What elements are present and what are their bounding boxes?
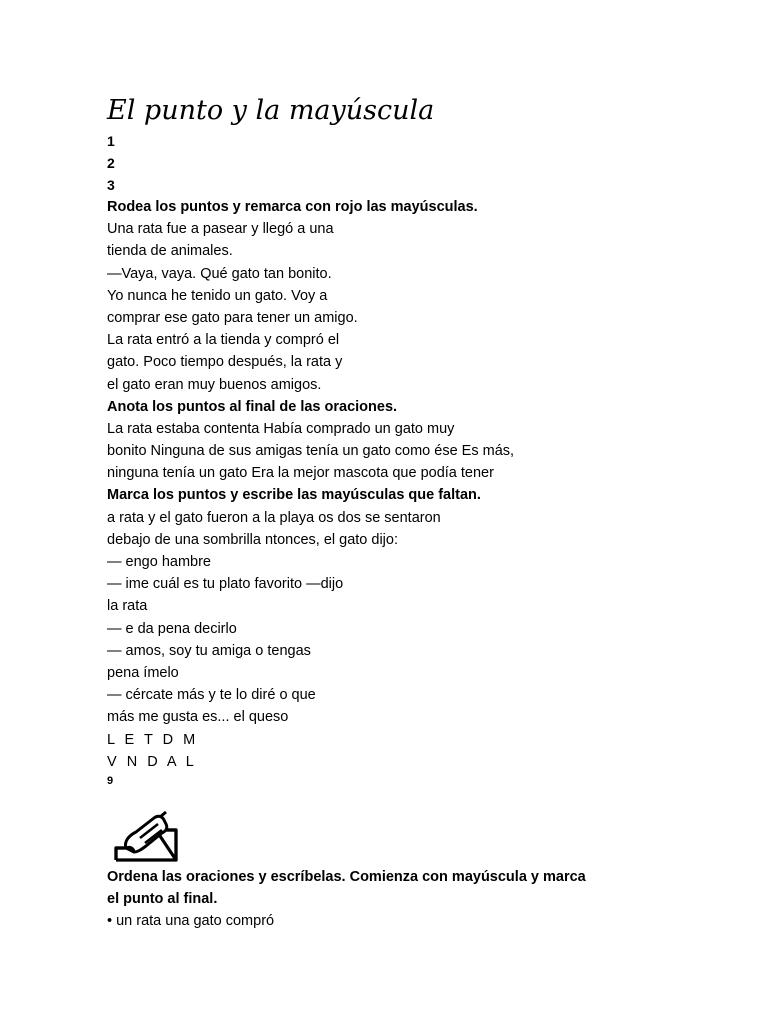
section1-line: Yo nunca he tenido un gato. Voy a [107,287,328,304]
number-3: 3 [107,177,115,193]
section3-line: más me gusta es... el queso [107,709,289,726]
section3-line: — e da pena decirlo [107,620,237,637]
section4 [107,866,727,933]
letter-row-2: V N D A L [107,753,197,770]
section1-line: —Vaya, vaya. Qué gato tan bonito. [107,265,332,282]
section1-instruction: Rodea los puntos y remarca con rojo las mayúsculas. [107,199,478,215]
section3-line: — engo hambre [107,554,211,570]
letter-row-1: L E T D M [107,731,199,748]
section3-instruction: Marca los puntos y escribe las mayúsculas que faltan. [107,487,481,504]
section3-line: — cércate más y te lo diré o que [107,687,316,704]
section3-line: debajo de una sombrilla ntonces, el gato dijo: [107,531,398,548]
section4-item: • un rata una gato compró [107,913,275,930]
page-number: 9 [107,774,114,787]
section1-line: Una rata fue a pasear y llegó a una [107,221,334,238]
section1-line: La rata entró a la tienda y compró el [107,332,340,349]
section2-line: La rata estaba contenta Había comprado un gato muy [107,420,455,437]
number-1: 1 [107,133,115,149]
section1-line: gato. Poco tiempo después, la rata y [107,354,343,371]
section3-line: pena ímelo [107,664,179,681]
section2-line: bonito Ninguna de sus amigas tenía un gato como ése Es más, [107,443,515,460]
pencil-writing-icon [112,808,182,866]
worksheet-content [107,92,727,789]
section4-instruction-line2: el punto al final. [107,891,218,908]
section2-line: ninguna tenía un gato Era la mejor mascota que podía tener [107,465,494,482]
section1-line: tienda de animales. [107,243,233,260]
section3-line: — ime cuál es tu plato favorito —dijo [107,576,344,593]
section3-line: la rata [107,598,148,615]
section3-line: — amos, soy tu amiga o tengas [107,642,311,659]
page-title: El punto y la mayúscula [107,95,435,126]
section3-line: a rata y el gato fueron a la playa os dos se sentaron [107,509,441,526]
section4-instruction-line1: Ordena las oraciones y escríbelas. Comienza con mayúscula y marca [107,869,586,885]
number-2: 2 [107,155,115,171]
section1-line: comprar ese gato para tener un amigo. [107,309,358,326]
section2-instruction: Anota los puntos al final de las oraciones. [107,398,398,415]
section1-line: el gato eran muy buenos amigos. [107,376,322,393]
